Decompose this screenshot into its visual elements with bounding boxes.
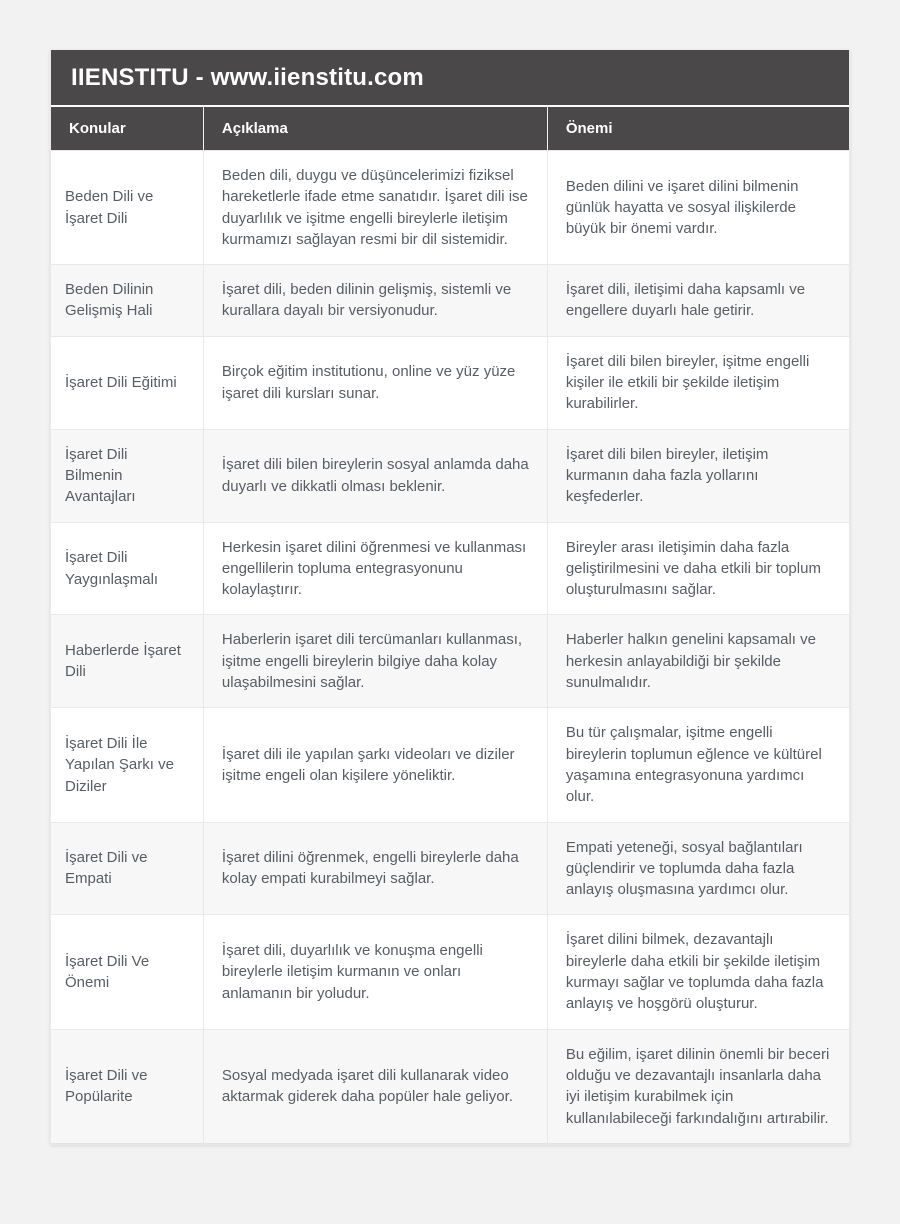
description-cell: İşaret dili bilen bireylerin sosyal anlamda daha duyarlı ve dikkatli olması beklenir. xyxy=(203,429,547,522)
importance-cell: İşaret dili bilen bireyler, iletişim kurmanın daha fazla yollarını keşfederler. xyxy=(547,429,849,522)
topic-cell: İşaret Dili Ve Önemi xyxy=(51,915,203,1029)
topic-cell: Beden Dilinin Gelişmiş Hali xyxy=(51,265,203,337)
topic-cell: İşaret Dili İle Yapılan Şarkı ve Diziler xyxy=(51,708,203,822)
description-cell: İşaret dili, beden dilinin gelişmiş, sistemli ve kurallara dayalı bir versiyonudur. xyxy=(203,265,547,337)
description-cell: Beden dili, duygu ve düşüncelerimizi fiziksel hareketlerle ifade etme sanatıdır. İşaret dili ise duyarlılık ve işitme engelli bireylerle iletişim kurmamızı sağlayan resmi bir dil sistemidir. xyxy=(203,151,547,265)
description-cell: Sosyal medyada işaret dili kullanarak video aktarmak giderek daha popüler hale geliyor. xyxy=(203,1029,547,1143)
table-row xyxy=(51,615,849,708)
table-row xyxy=(51,708,849,822)
table-body xyxy=(51,151,849,1144)
column-header-onemi: Önemi xyxy=(547,107,849,151)
importance-cell: Beden dilini ve işaret dilini bilmenin günlük hayatta ve sosyal ilişkilerde büyük bir önemi vardır. xyxy=(547,151,849,265)
page-title: IIENSTITU - www.iienstitu.com xyxy=(51,50,849,107)
description-cell: İşaret dili, duyarlılık ve konuşma engelli bireylerle iletişim kurmanın ve onları anlamanın bir yoludur. xyxy=(203,915,547,1029)
topic-cell: Beden Dili ve İşaret Dili xyxy=(51,151,203,265)
importance-cell: Empati yeteneği, sosyal bağlantıları güçlendirir ve toplumda daha fazla anlayış oluşmasına yardımcı olur. xyxy=(547,822,849,915)
table-header xyxy=(51,107,849,151)
table-row xyxy=(51,822,849,915)
table-row xyxy=(51,915,849,1029)
table-row xyxy=(51,336,849,429)
description-cell: Herkesin işaret dilini öğrenmesi ve kullanması engellilerin topluma entegrasyonunu kolaylaştırır. xyxy=(203,522,547,615)
table-row xyxy=(51,522,849,615)
description-cell: Haberlerin işaret dili tercümanları kullanması, işitme engelli bireylerin bilgiye daha kolay ulaşabilmesini sağlar. xyxy=(203,615,547,708)
topic-cell: İşaret Dili Eğitimi xyxy=(51,336,203,429)
importance-cell: Haberler halkın genelini kapsamalı ve herkesin anlayabildiği bir şekilde sunulmalıdır. xyxy=(547,615,849,708)
description-cell: Birçok eğitim institutionu, online ve yüz yüze işaret dili kursları sunar. xyxy=(203,336,547,429)
description-cell: İşaret dilini öğrenmek, engelli bireylerle daha kolay empati kurabilmeyi sağlar. xyxy=(203,822,547,915)
column-header-konular: Konular xyxy=(51,107,203,151)
topic-cell: İşaret Dili Bilmenin Avantajları xyxy=(51,429,203,522)
table-row xyxy=(51,151,849,265)
description-cell: İşaret dili ile yapılan şarkı videoları ve diziler işitme engeli olan kişilere yöneliktir. xyxy=(203,708,547,822)
table-row xyxy=(51,265,849,337)
importance-cell: İşaret dilini bilmek, dezavantajlı bireylerle daha etkili bir şekilde iletişim kurmayı sağlar ve toplumda daha fazla anlayış ve hoşgörü oluşturur. xyxy=(547,915,849,1029)
column-header-aciklama: Açıklama xyxy=(203,107,547,151)
importance-cell: İşaret dili, iletişimi daha kapsamlı ve engellere duyarlı hale getirir. xyxy=(547,265,849,337)
topic-cell: Haberlerde İşaret Dili xyxy=(51,615,203,708)
topic-cell: İşaret Dili Yaygınlaşmalı xyxy=(51,522,203,615)
table-row xyxy=(51,1029,849,1143)
importance-cell: Bu eğilim, işaret dilinin önemli bir beceri olduğu ve dezavantajlı insanlarla daha iyi iletişim kurabilmek için kullanılabileceği farkındalığını artırabilir. xyxy=(547,1029,849,1143)
table-row xyxy=(51,429,849,522)
importance-cell: Bu tür çalışmalar, işitme engelli bireylerin toplumun eğlence ve kültürel yaşamına entegrasyonuna yardımcı olur. xyxy=(547,708,849,822)
importance-cell: İşaret dili bilen bireyler, işitme engelli kişiler ile etkili bir şekilde iletişim kurabilirler. xyxy=(547,336,849,429)
topic-cell: İşaret Dili ve Popülarite xyxy=(51,1029,203,1143)
topic-cell: İşaret Dili ve Empati xyxy=(51,822,203,915)
importance-cell: Bireyler arası iletişimin daha fazla geliştirilmesini ve daha etkili bir toplum oluşturulmasını sağlar. xyxy=(547,522,849,615)
topics-table xyxy=(51,107,849,1144)
content-table-card xyxy=(50,50,850,1145)
